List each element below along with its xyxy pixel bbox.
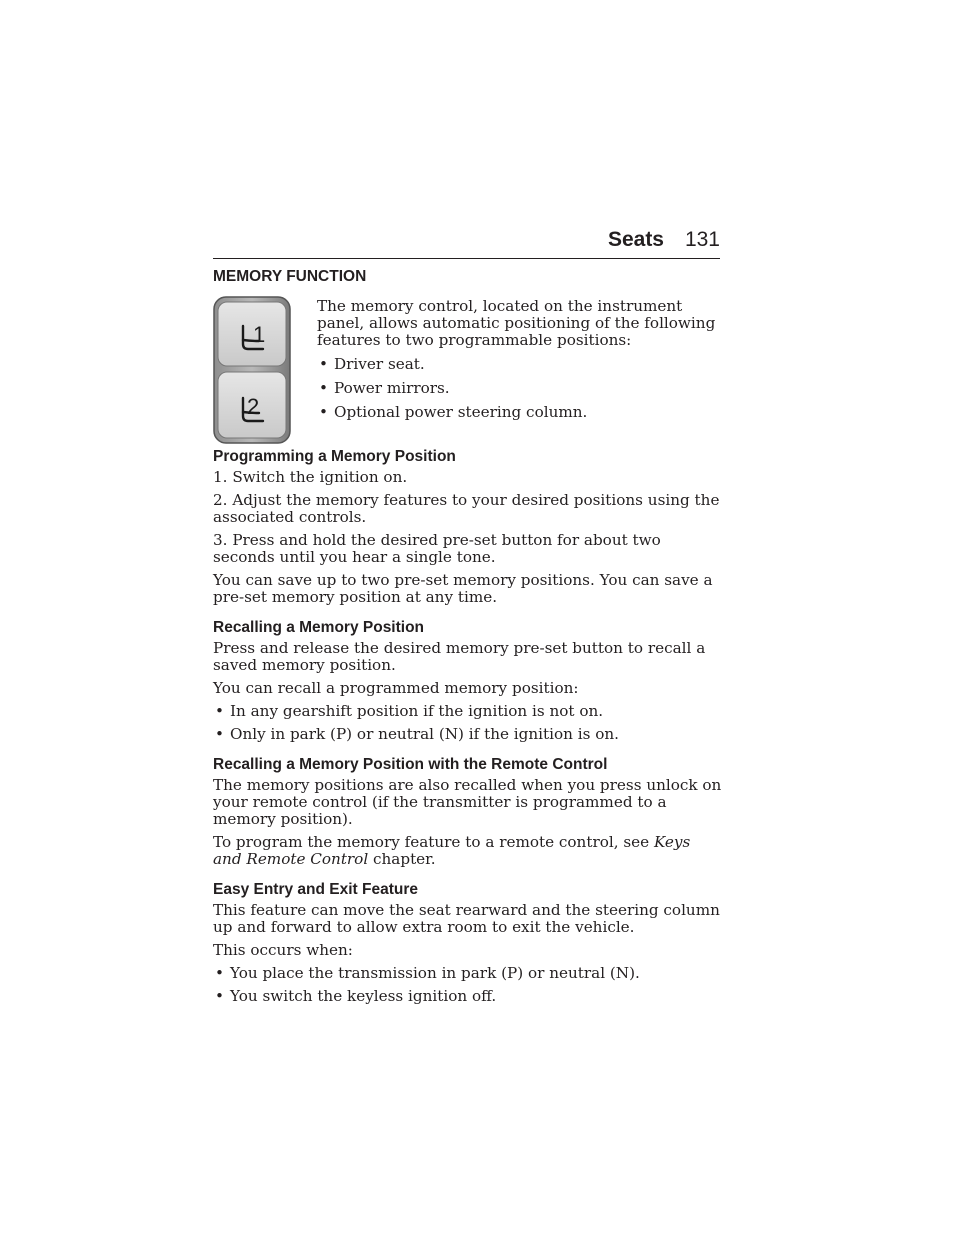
memory-intro (213, 298, 723, 444)
list-item: • In any gearshift position if the ignition is not on. (213, 703, 723, 720)
keys-and-remote-control-reference: Keys and Remote Control (213, 833, 691, 868)
list-item: • You switch the keyless ignition off. (213, 988, 723, 1005)
section-title: Seats (607, 228, 664, 251)
remote-heading: Recalling a Memory Position with the Remote Control (213, 756, 608, 773)
list-item: • Power mirrors. (317, 380, 723, 397)
list-item: • Optional power steering column. (317, 404, 723, 421)
page-header (213, 228, 720, 259)
list-item: • Only in park (P) or neutral (N) if the ignition is on. (213, 726, 723, 743)
memory-intro-text (317, 298, 723, 444)
memory-button-1 (218, 302, 286, 366)
remote-paragraph-1: The memory positions are also recalled when you press unlock on your remote control (if the transmitter is programmed to a memory position). (213, 776, 722, 828)
memory-switch-illustration (213, 296, 291, 444)
programming-note: You can save up to two pre-set memory positions. You can save a pre-set memory position at any time. (213, 571, 713, 606)
programming-step-3: 3. Press and hold the desired pre-set button for about two seconds until you hear a single tone. (213, 531, 661, 566)
programming-step-2: 2. Adjust the memory features to your desired positions using the associated controls. (213, 491, 720, 526)
memory-intro-paragraph: The memory control, located on the instrument panel, allows automatic positioning of the following features to two programmable positions: (317, 297, 716, 349)
page-number: 131 (684, 228, 720, 251)
recalling-paragraph-2: You can recall a programmed memory position: (213, 679, 579, 697)
easy-entry-list (213, 965, 723, 1005)
recalling-heading: Recalling a Memory Position (213, 619, 425, 636)
memory-button-1-label: 1 (253, 322, 266, 347)
remote-paragraph-2-prefix: To program the memory feature to a remote control, see (213, 833, 654, 851)
remote-paragraph-2-suffix: chapter. (368, 850, 436, 868)
easy-entry-paragraph-1: This feature can move the seat rearward and the steering column up and forward to allow extra room to exit the vehicle. (213, 901, 720, 936)
list-item: • Driver seat. (317, 356, 723, 373)
recalling-paragraph-1: Press and release the desired memory pre-set button to recall a saved memory position. (213, 639, 706, 674)
memory-button-2-label: 2 (247, 394, 260, 419)
easy-entry-paragraph-2: This occurs when: (213, 941, 353, 959)
memory-function-heading: MEMORY FUNCTION (213, 268, 367, 285)
programming-heading: Programming a Memory Position (213, 448, 456, 465)
easy-entry-heading: Easy Entry and Exit Feature (213, 881, 419, 898)
remote-paragraph-2 (213, 834, 723, 868)
programming-step-1: 1. Switch the ignition on. (213, 468, 408, 486)
memory-feature-list (317, 356, 723, 421)
list-item: • You place the transmission in park (P) or neutral (N). (213, 965, 723, 982)
recalling-list (213, 703, 723, 743)
page-content (213, 268, 723, 1011)
